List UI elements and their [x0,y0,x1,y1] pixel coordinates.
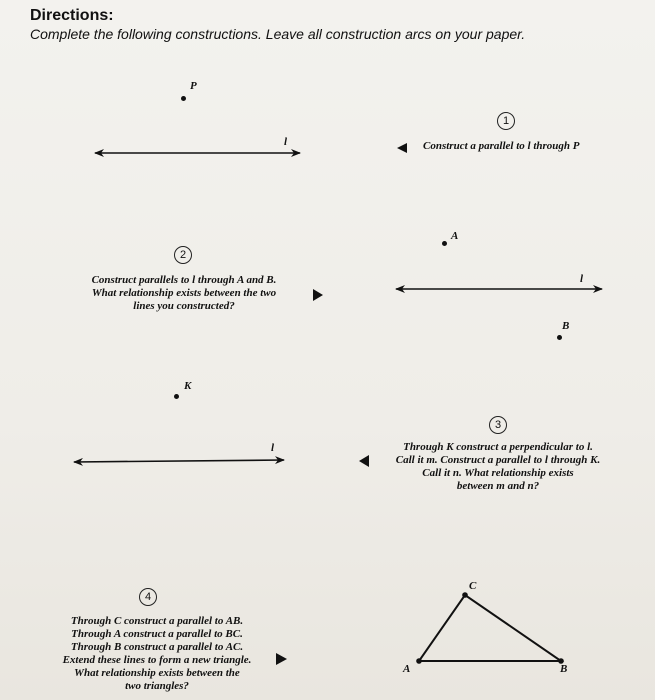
vertex-c-dot [462,592,468,598]
p1-pointer-arrow [397,143,407,153]
problem-2-line-3: lines you constructed? [133,300,235,312]
problem-2-line-2: What relationship exists between the two [91,287,277,299]
problem-4-line-1: Through C construct a parallel to AB. [70,615,244,627]
point-p [181,96,186,101]
triangle-abc [419,595,561,661]
point-k [174,394,179,399]
problem-3-line-1: Through K construct a perpendicular to l. [403,441,593,453]
p1-line-label: l [284,136,288,148]
problem-4-line-3: Through B construct a parallel to AC. [70,641,244,653]
problem-3-number: 3 [489,416,507,434]
problem-4-line-6: two triangles? [125,680,189,692]
vertex-c-label: C [469,580,477,592]
p3-line-l [74,460,284,462]
problem-2-number: 2 [174,246,192,264]
directions-text: Complete the following constructions. Leave all construction arcs on your paper. [30,26,526,42]
directions-heading: Directions: [30,7,114,24]
problem-3-instruction [368,441,628,493]
p3-line-label: l [271,442,275,454]
problem-2-instruction [68,274,300,313]
p2-pointer-arrow [313,289,323,301]
problem-4-instruction [40,615,274,693]
problem-3-line-2: Call it m. Construct a parallel to l through K. [395,454,601,466]
point-b [557,335,562,340]
problem-4-line-5: What relationship exists between the [74,667,240,679]
point-a-label: A [451,230,459,242]
problem-4-line-2: Through A construct a parallel to BC. [71,628,243,640]
vertex-a-dot [416,658,422,664]
problem-3-line-3: Call it n. What relationship exists [422,467,574,479]
point-a [442,241,447,246]
problem-4-line-4: Extend these lines to form a new triangle. [62,654,252,666]
point-p-label: P [190,80,197,92]
vertex-a-label: A [403,663,411,675]
problem-2-line-1: Construct parallels to l through A and B. [91,274,277,286]
point-b-label: B [562,320,570,332]
p2-line-label: l [580,273,584,285]
vertex-b-label: B [560,663,568,675]
problem-1-instruction: Construct a parallel to l through P [423,140,580,152]
p4-pointer-arrow [276,653,287,665]
problem-3-line-4: between m and n? [456,480,540,492]
point-k-label: K [184,380,192,392]
problem-4-number: 4 [139,588,157,606]
problem-1-number: 1 [497,112,515,130]
